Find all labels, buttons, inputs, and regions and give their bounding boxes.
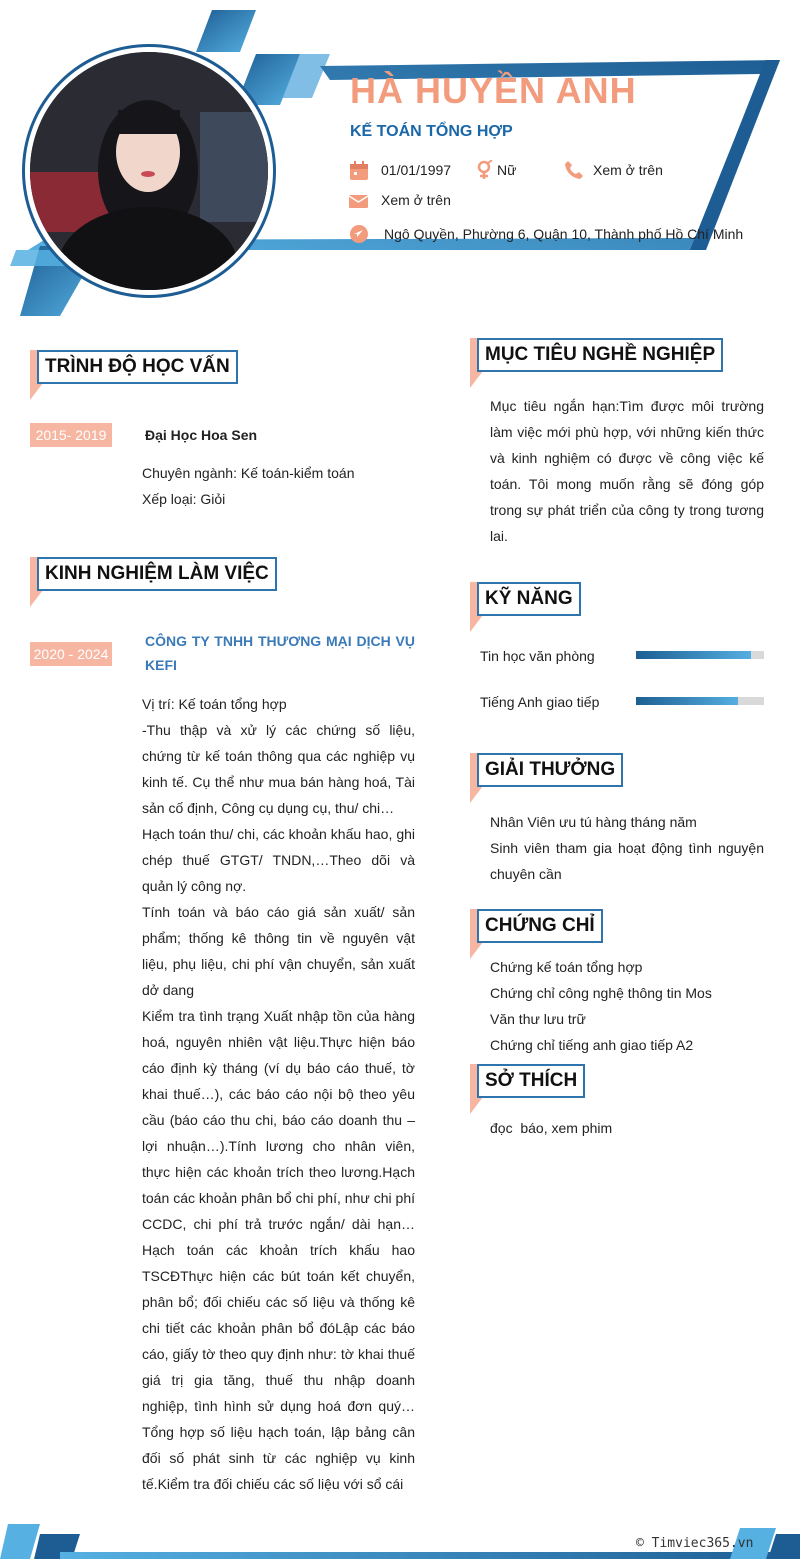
experience-paragraph: Kiểm tra tình trạng Xuất nhập tồn của hàng hoá, nguyên nhiên vật liệu.Thực hiện báo cáo định kỳ tháng (ví dụ báo cáo thuế, tờ khai thuế…), các báo cáo nội bộ theo yêu cầu (báo cáo thu chi, báo cáo doanh thu – lợi nhuận…).Tính lương cho nhân viên, thực hiện các khoản trích theo lương.Hạch toán các khoản phân bổ chi phí, như chi phí CCDC, chi phí trả trước ngắn/ dài hạn… Hạch toán các khoản trích khấu hao TSCĐThực hiện các bút toán kết chuyển, phân bổ; đối chiếu các số liệu và thống kê chi tiết các khoản phân bổ đóLập các báo cáo, giấy tờ theo quy định như: tờ khai thuế giá trị gia tăng, thuế thu nhập doanh nghiệp, tình hình sử dụng hoá đơn quý… Tổng hợp số liệu hạch toán, lập bảng cân đối số phát sinh từ các nghiệp vụ kinh tế.Kiểm tra đối chiếu các số liệu với sổ cái (142, 1008, 415, 1492)
email-value: Xem ở trên (381, 192, 451, 208)
location-arrow-icon (349, 224, 369, 244)
experience-role: Vị trí: Kế toán tổng hợp (142, 696, 287, 712)
experience-paragraph: -Thu thập và xử lý các chứng số liệu, chứng từ kế toán thông qua các nghiệp vụ kinh tế. Cụ thể như mua bán hàng hoá, Tài sản cố định, Công cụ dụng cụ, thu/ chi… (142, 722, 415, 816)
gender-icon (474, 160, 494, 180)
gender-value: Nữ (497, 162, 517, 178)
skill-bar (636, 651, 764, 659)
skills-title: KỸ NĂNG (477, 582, 581, 616)
education-school: Đại Học Hoa Sen (145, 427, 258, 443)
phone-value: Xem ở trên (593, 162, 663, 178)
hobbies-text: đọc báo, xem phim (490, 1120, 613, 1136)
objective-text: Mục tiêu ngắn hạn:Tìm được môi trường làm việc mới phù hợp, với những kiến thức và kinh nghiệm có được về công việc kế toán. Tôi mong muốn rằng sẽ đóng góp trong sự phát triển của công ty trong tương lai. (490, 398, 764, 544)
job-position: KẾ TOÁN TỔNG HỢP (350, 123, 513, 140)
education-title: TRÌNH ĐỘ HỌC VẤN (37, 350, 238, 384)
hobbies-title: SỞ THÍCH (477, 1064, 585, 1098)
skill-bar (636, 697, 764, 705)
certificate-item: Chứng chỉ công nghệ thông tin Mos (490, 985, 712, 1001)
experience-company: CÔNG TY TNHH THƯƠNG MẠI DỊCH VỤ KEFI (145, 633, 415, 673)
skill-bar-fill (636, 697, 738, 705)
skill-name: Tiếng Anh giao tiếp (480, 694, 600, 710)
awards-title: GIẢI THƯỞNG (477, 753, 623, 787)
avatar-photo (30, 52, 268, 290)
award-item: Nhân Viên ưu tú hàng tháng năm (490, 814, 697, 830)
education-period-badge: 2015- 2019 (30, 423, 112, 447)
envelope-icon (349, 192, 369, 212)
experience-period-badge: 2020 - 2024 (30, 642, 112, 666)
certificate-item: Chứng chỉ tiếng anh giao tiếp A2 (490, 1037, 694, 1053)
objective-title: MỤC TIÊU NGHỀ NGHIỆP (477, 338, 723, 372)
birthday-value: 01/01/1997 (381, 162, 452, 178)
certificates-title: CHỨNG CHỈ (477, 909, 603, 943)
award-item: Sinh viên tham gia hoạt động tình nguyện chuyên cần (490, 840, 764, 882)
skill-bar-fill (636, 651, 751, 659)
calendar-icon (349, 161, 369, 181)
experience-paragraph: Tính toán và báo cáo giá sản xuất/ sản phẩm; thống kê thông tin về nguyên vật liệu, phụ liệu, chi phí vận chuyển, sản xuất dở dang (142, 904, 415, 998)
experience-paragraph: Hạch toán thu/ chi, các khoản khấu hao, ghi chép thuế GTGT/ TNDN,…Theo dõi và quản lý công nợ. (142, 826, 415, 894)
experience-title: KINH NGHIỆM LÀM VIỆC (37, 557, 277, 591)
certificate-item: Văn thư lưu trữ (490, 1011, 586, 1027)
candidate-name: HÀ HUYỀN ANH (350, 70, 637, 111)
education-major: Chuyên ngành: Kế toán-kiểm toán (142, 465, 355, 481)
copyright-text: © Timviec365.vn (636, 1536, 754, 1551)
skill-name: Tin học văn phòng (480, 648, 595, 664)
education-grade: Xếp loại: Giỏi (142, 491, 226, 507)
address-value: Ngô Quyền, Phường 6, Quận 10, Thành phố Hồ Chí Minh (384, 226, 744, 242)
phone-icon (564, 160, 584, 180)
certificate-item: Chứng kế toán tổng hợp (490, 959, 643, 975)
